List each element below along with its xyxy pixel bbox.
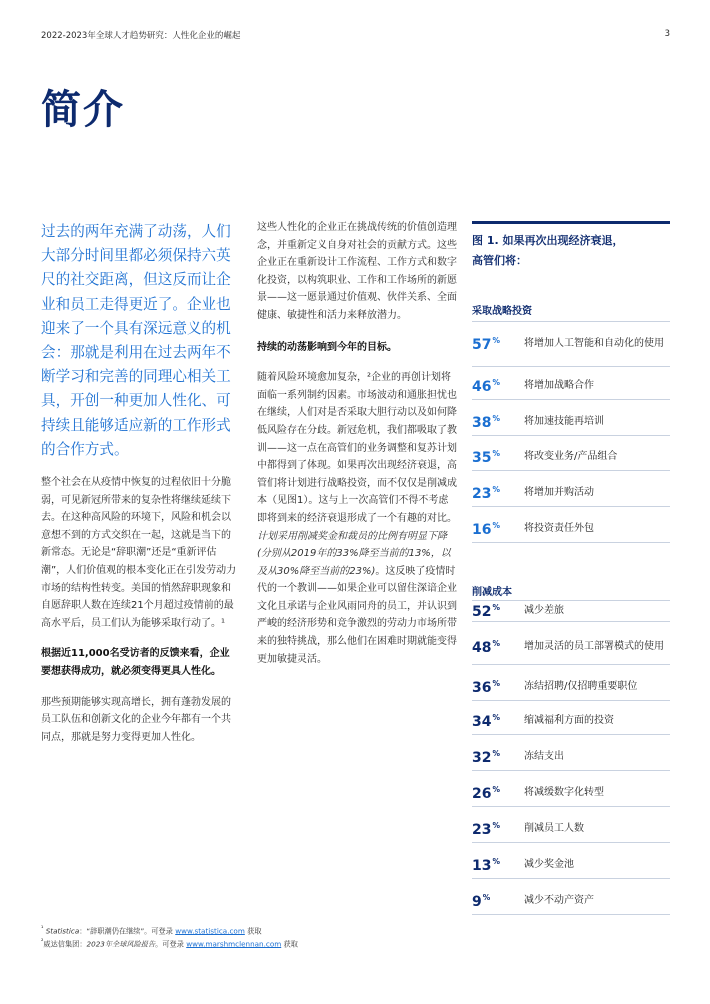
middle-paragraph-1: 这些人性化的企业正在挑战传统的价值创造理念，并重新定义自身对社会的贡献方式。这些企业正在重新设计工作流程、工作方式和数字化投资，以构筑职业、工作和工作场所的新愿景——这一愿景通过价值观、伙伴关系、全面健康、敏捷性和活力来释放潜力。 [257,222,457,321]
cost-percent [472,679,524,696]
strategic-percent [472,378,524,395]
cost-percent-value: 23 [472,821,492,838]
footnote-2-link[interactable]: www.marshmclennan.com [186,939,282,949]
strategic-label: 将增加战略合作 [524,380,594,391]
strategic-row [472,444,670,471]
cost-label: 冻结招聘/仅招聘重要职位 [524,681,638,692]
page-number: 3 [664,29,670,39]
cost-row [472,674,670,701]
cost-row [472,780,670,807]
cost-percent [472,603,524,620]
cost-percent-value: 9 [472,893,482,910]
strategic-percent [472,449,524,466]
percent-sign: % [482,892,491,902]
footnote-2-marker: ² [41,938,44,945]
column-middle [257,219,457,668]
section-label-strategic: 采取战略投资 [472,306,532,317]
strategic-label: 将增加人工智能和自动化的使用 [524,338,664,349]
cost-percent-value: 36 [472,679,492,696]
page-title: 简介 [41,87,125,133]
cost-percent [472,639,524,656]
cost-percent [472,713,524,730]
strategic-row [472,480,670,507]
running-header: 2022-2023年全球人才趋势研究：人性化企业的崛起 [41,31,241,41]
strategic-percent [472,336,524,353]
section-label-cost: 削减成本 [472,587,512,598]
section-rule [472,600,670,601]
cost-percent [472,857,524,874]
cost-label: 减少奖金池 [524,859,574,870]
strategic-percent-value: 35 [472,449,492,466]
strategic-row [472,409,670,436]
strategic-label: 将投资责任外包 [524,523,594,534]
cost-label: 削减员工人数 [524,823,584,834]
percent-sign: % [492,748,500,758]
percent-sign: % [492,784,500,794]
footnote-2-source: 2023年全球风险报告 [86,939,156,949]
middle-paragraph-2 [257,369,457,668]
cost-percent-value: 34 [472,713,492,730]
footnote-1-source: Statistica [45,926,80,936]
strategic-row [472,322,670,367]
cost-row [472,888,670,915]
percent-sign: % [492,448,500,458]
cost-percent [472,749,524,766]
cost-label: 将减缓数字化转型 [524,787,604,798]
strategic-percent-value: 38 [472,414,492,431]
cost-percent-value: 52 [472,603,492,620]
figure-title [472,231,670,271]
percent-sign: % [492,413,500,423]
strategic-percent [472,414,524,431]
footnote-2 [41,938,298,949]
strategic-percent-value: 46 [472,378,492,395]
cost-label: 增加灵活的员工部署模式的使用 [524,641,664,652]
strategic-percent [472,521,524,538]
cost-row [472,744,670,771]
body-paragraph-2: 那些预期能够实现高增长，拥有蓬勃发展的员工队伍和创新文化的企业今年都有一个共同点，那就是努力变得更加人性化。 [41,696,231,743]
strategic-label: 将增加并购活动 [524,487,594,498]
cost-percent [472,893,524,910]
percent-sign: % [492,712,500,722]
strategic-percent-value: 23 [472,485,492,502]
middle-subheading: 持续的动荡影响到今年的目标。 [257,341,397,353]
percent-sign: % [492,602,500,612]
percent-sign: % [492,377,500,387]
middle-paragraph-2-italic: 计划采用削减奖金和裁员的比例有明显下降(分别从2019年的33%降至当前的13%，以及从30%降至当前的23%) [257,530,451,577]
footnote-2-end: 获取 [283,939,298,949]
figure-title-line-2: 高管们将： [472,254,527,267]
cost-percent-value: 13 [472,857,492,874]
cost-row [472,708,670,735]
body-paragraph-1: 整个社会在从疫情中恢复的过程依旧十分脆弱，可见新冠所带来的复杂性将继续延续下去。在这种高风险的环境下，风险和机会以意想不到的方式交织在一起，这就是当下的新常态。无论是“辞职潮”还是“重新评估潮”，人们价值观的根本变化正在引发劳动力市场的结构性转变。美国的悄然辞职现象和自愿辞职人数在连续21个月超过疫情前的最高水平后，员工们认为能够采取行动了。¹ [41,477,237,629]
strategic-percent [472,485,524,502]
cost-percent-value: 32 [472,749,492,766]
middle-paragraph-2-end: 。这反映了疫情时代的一个教训——如果企业可以留住深谙企业文化且承诺与企业风雨同舟的员工，并认识到严峻的经济形势和竞争激烈的劳动力市场所带来的独特挑战，那么他们在困难时期就能变得更加敏捷灵活。 [257,565,457,665]
cost-percent-value: 48 [472,639,492,656]
percent-sign: % [492,638,500,648]
footnote-2-text: 威达信集团： [43,939,87,949]
cost-row [472,816,670,843]
cost-label: 减少差旅 [524,605,564,616]
cost-row [472,852,670,879]
cost-label: 减少不动产资产 [524,895,594,906]
percent-sign: % [492,520,500,530]
footnote-2-mid: 。可登录 [155,939,184,949]
cost-label: 冻结支出 [524,751,564,762]
cost-label: 缩减福利方面的投资 [524,715,614,726]
strategic-row [472,516,670,543]
section-rule [472,321,670,322]
footnote-1-link[interactable]: www.statistica.com [175,926,245,936]
strategic-row [472,373,670,400]
strategic-percent-value: 16 [472,521,492,538]
cost-percent [472,785,524,802]
middle-paragraph-2-start: 随着风险环境愈加复杂，²企业的再创计划将面临一系列制约因素。市场波动和通胀担忧也在继续，人们对是否采取大胆行动以及如何降低风险存在分歧。新冠危机，我们都吸取了教训——这一点在高管们的业务调整和复苏计划中都得到了体现。如果再次出现经济衰退，高管们将计划进行战略投资，而不仅仅是削减成本（见图1）。这与上一次高管们不得不考虑即将到来的经济衰退形成了一个有趣的对比。 [257,372,457,524]
figure-1 [472,221,670,271]
footnote-1-end: 获取 [247,926,262,936]
cost-percent-value: 26 [472,785,492,802]
cost-row [472,601,670,622]
bold-statement: 根据近11,000名受访者的反馈来看，企业要想获得成功，就必须变得更具人性化。 [41,648,230,677]
percent-sign: % [492,678,500,688]
cost-row [472,630,670,665]
intro-paragraph: 过去的两年充满了动荡，人们大部分时间里都必须保持六英尺的社交距离，但这反而让企业和员工走得更近了。企业也迎来了一个具有深远意义的机会：那就是利用在过去两年不断学习和完善的同理心相关工具，开创一种更加人性化、可持续且能够适应新的工作形式的合作方式。 [41,223,231,458]
footnote-1-text: ：“辞职潮仍在继续”。可登录 [79,926,173,936]
cost-percent [472,821,524,838]
strategic-label: 将加速技能再培训 [524,416,604,427]
footnote-1-marker: ¹ [41,925,44,932]
footnote-1 [41,925,262,936]
column-left [41,220,237,746]
percent-sign: % [492,335,500,345]
percent-sign: % [492,856,500,866]
strategic-percent-value: 57 [472,336,492,353]
percent-sign: % [492,820,500,830]
strategic-label: 将改变业务/产品组合 [524,451,618,462]
figure-title-line-1: 图 1. 如果再次出现经济衰退， [472,234,624,247]
percent-sign: % [492,484,500,494]
